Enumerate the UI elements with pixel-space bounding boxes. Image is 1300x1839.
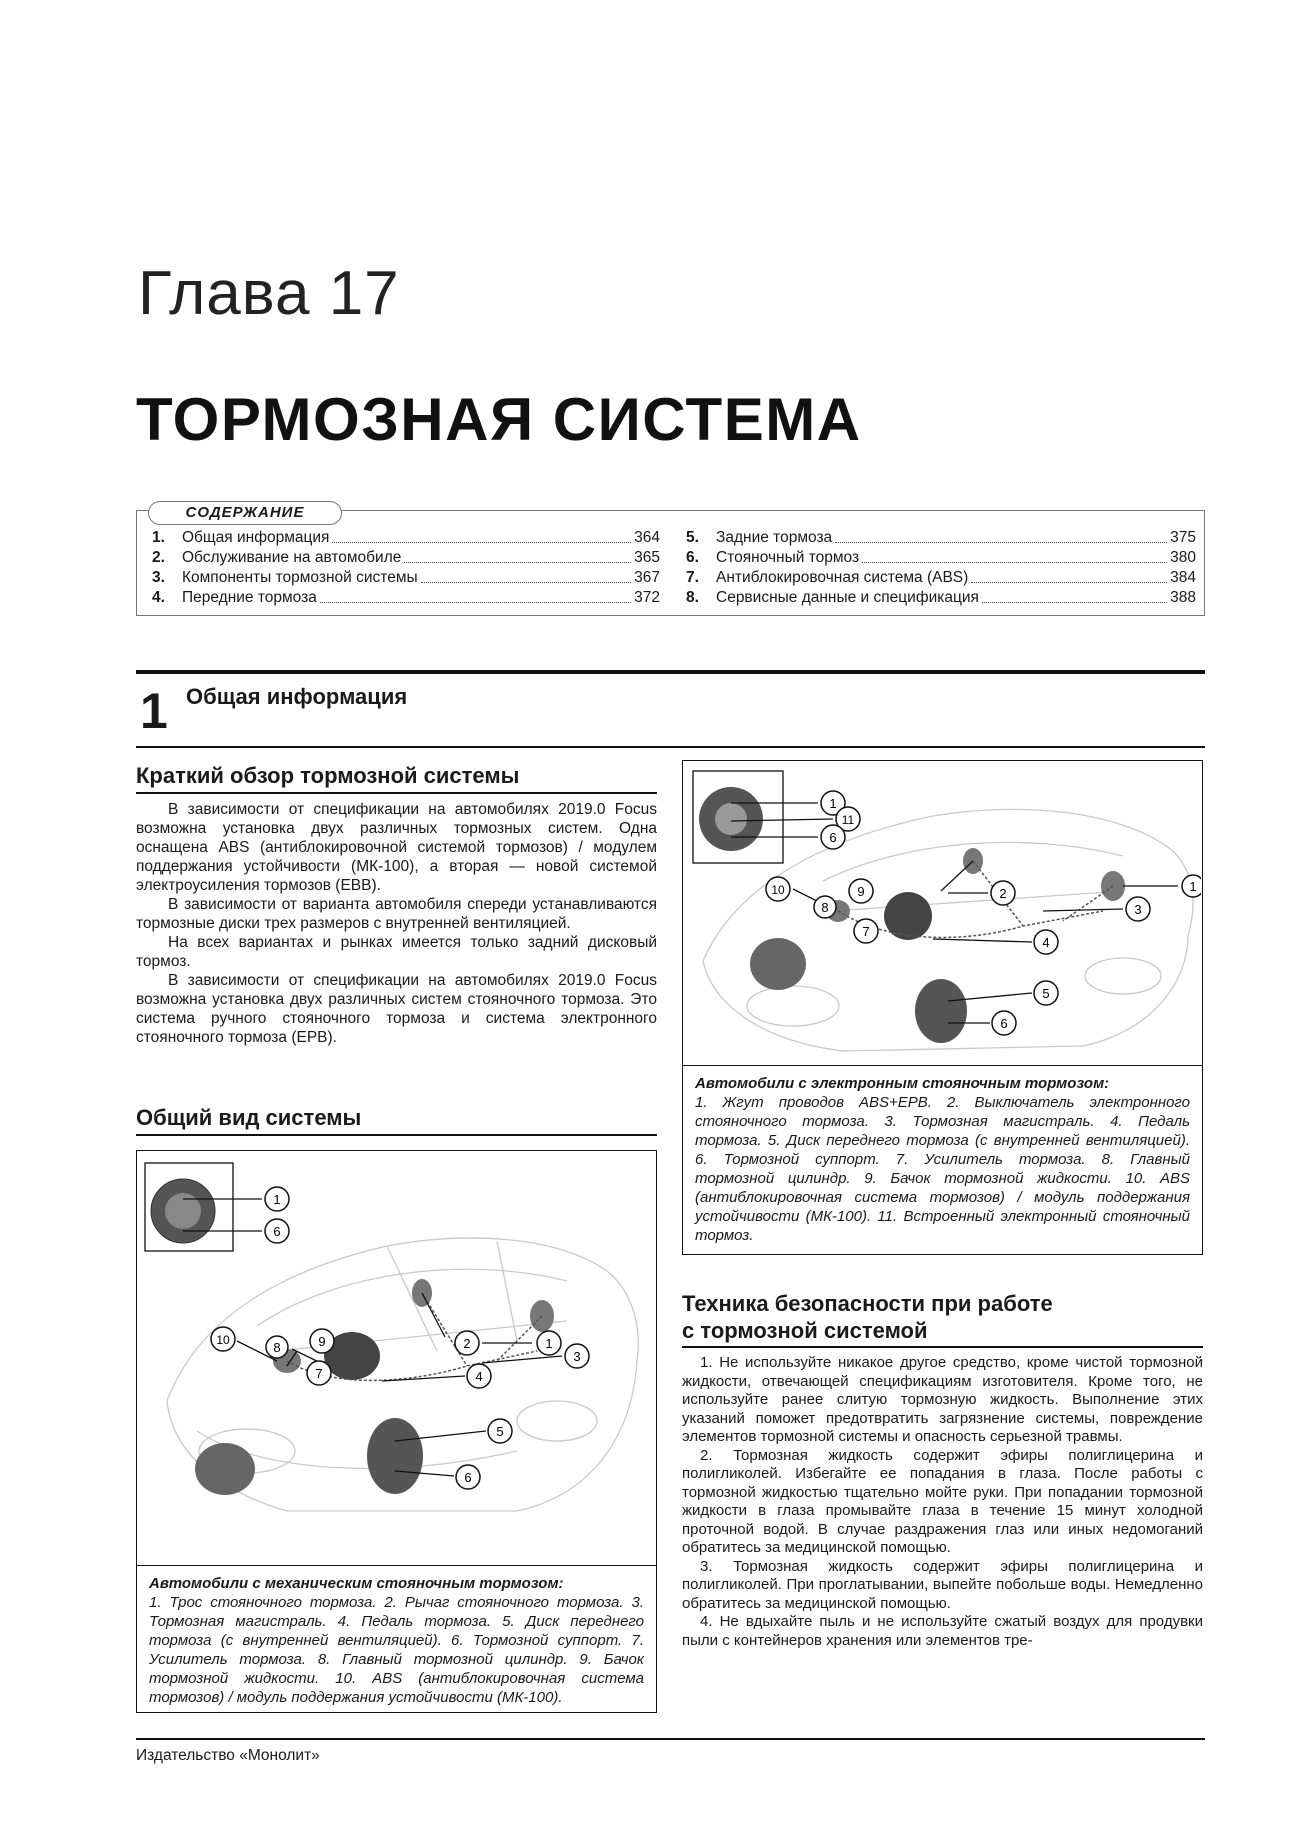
caption-electronic-title: Автомобили с электронным стояночным тормозом: [695,1075,1110,1092]
toc-item[interactable] [152,588,660,608]
toc-item-page: 367 [634,569,660,586]
car-brake-diagram-mechanical [137,1151,655,1561]
toc-item-page: 388 [1170,589,1196,606]
toc-item-label: Сервисные данные и спецификация [716,589,979,606]
callout-label: 10 [771,883,785,897]
toc-heading: СОДЕРЖАНИЕ [148,501,342,525]
brake-disc-front-right-icon [915,979,967,1043]
toc-leader [982,588,1167,603]
brake-disc-front-icon [750,938,806,990]
toc-item-label: Компоненты тормозной системы [182,569,418,586]
callout-label: 1 [1189,879,1197,894]
footer-rule [136,1738,1205,1740]
section-number: 1 [140,683,168,739]
callout-badges [766,791,1201,1035]
toc-leader [404,548,631,563]
safety-item: 1. Не используйте никакое другое средство, кроме чистой тормозной жидкости, отвечающей спецификациям изготовителя. Кроме того, не используйте ранее слитую тормозную жидкость. Выполнение этих указаний поможет предотвратить загрязнение системы, повреждение элементов тормозной системы и опасность серьезной травмы. [682,1354,1203,1445]
toc-item[interactable] [152,548,660,568]
general-view-heading: Общий вид системы [136,1105,362,1130]
toc-item-number: 3. [152,569,165,586]
toc-item-label: Обслуживание на автомобиле [182,549,402,566]
safety-heading-line2: с тормозной системой [682,1318,928,1343]
callout-label: 1 [829,796,837,811]
overview-paragraph: На всех вариантах и рынках имеется только задний дисковый тормоз. [136,934,657,970]
toc-item[interactable] [152,568,660,588]
caption-mechanical-title: Автомобили с механическим стояночным тормозом: [149,1575,564,1592]
toc-item-page: 384 [1170,569,1196,586]
toc-item-label: Стояночный тормоз [716,549,860,566]
callout-label: 5 [1042,986,1050,1001]
overview-heading-rule [136,792,657,794]
toc-item[interactable] [686,588,1196,608]
toc-item-number: 5. [686,529,699,546]
callout-label: 4 [475,1369,483,1384]
figure-electronic-brake [682,760,1203,1255]
callout-label: 3 [573,1349,581,1364]
figure-mechanical-brake [136,1150,657,1713]
page-title: ТОРМОЗНАЯ СИСТЕМА [136,386,862,453]
caption-electronic-text: 1. Жгут проводов ABS+EPB. 2. Выключатель электронного стояночного тормоза. 3. Тормозная магистраль. 4. Педаль тормоза. 5. Диск переднего тормоза (с внутренней вентиляцией). 6. Тормозной суппорт. 7. Усилитель тормоза. 8. Главный тормозной цилиндр. 9. Бачок тормозной жидкости. 10. ABS (антиблокировочная система тормозов) / модуль поддержания устойчивости (МК-100). 11. Встроенный электронный стояночный тормоз. [695,1094,1190,1244]
section-title: Общая информация [186,684,408,709]
toc-leader [862,548,1167,563]
toc-leader [971,568,1167,583]
callout-label: 6 [273,1224,281,1239]
overview-paragraph: В зависимости от спецификации на автомобилях 2019.0 Focus возможна установка двух различных тормозных систем. Одна оснащена ABS (антиблокировочной системой тормозов) / модулем поддержания устойчивости (МК-100), а вторая — новой системой электроусиления тормозов (EBB). [136,801,657,894]
overview-paragraph: В зависимости от спецификации на автомобилях 2019.0 Focus возможна установка двух различных систем стояночного тормоза. Это система ручного стояночного тормоза и система электронного стояночного тормоза (EPB). [136,972,657,1046]
toc-item-number: 8. [686,589,699,606]
callout-label: 3 [1134,902,1142,917]
brake-disc-front-icon [195,1443,255,1495]
toc-item-page: 380 [1170,549,1196,566]
callout-label: 7 [315,1366,323,1381]
chapter-label: Глава 17 [138,259,400,328]
brake-disc-front-right-icon [367,1418,423,1494]
callout-label: 8 [273,1340,281,1355]
callout-label: 7 [862,924,870,939]
callout-label: 6 [829,830,837,845]
callout-label: 6 [1000,1016,1008,1031]
toc-left-column [152,528,660,608]
callout-label: 8 [821,900,829,915]
toc-item[interactable] [686,528,1196,548]
caption-mechanical-text: 1. Трос стояночного тормоза. 2. Рычаг стояночного тормоза. 3. Тормозная магистраль. 4. Педаль тормоза. 5. Диск переднего тормоза (с внутренней вентиляцией). 6. Тормозной суппорт. 7. Усилитель тормоза. 8. Главный тормозной цилиндр. 9. Бачок тормозной жидкости. 10. ABS (антиблокировочная система тормозов) / модуль поддержания устойчивости (МК-100). [149,1594,644,1706]
overview-paragraph: В зависимости от варианта автомобиля спереди устанавливаются тормозные диски трех размеров с внутренней вентиляцией. [136,896,657,932]
callout-label: 2 [463,1336,471,1351]
callout-label: 1 [545,1336,553,1351]
toc-item[interactable] [152,528,660,548]
overview-text [136,800,657,1047]
toc-item-page: 375 [1170,529,1196,546]
toc-item-number: 6. [686,549,699,566]
safety-item: 2. Тормозная жидкость содержит эфиры полиглицерина и полигликолей. Избегайте ее попадания в глаза. После работы с тормозной жидкостью тщательно мойте руки. При попадании тормозной жидкости в глаза промывайте глаза в течение 15 минут холодной проточной водой. В случае раздражения глаз или иных недомоганий обратитесь за медицинской помощью. [682,1446,1203,1556]
toc-item-page: 365 [634,549,660,566]
callout-label: 10 [216,1333,230,1347]
section-bottom-rule [136,746,1205,748]
toc-item-number: 7. [686,569,699,586]
safety-item: 3. Тормозная жидкость содержит эфиры полиглицерина и полигликолей. При проглатывании, выпейте побольше воды. Немедленно обратитесь за медицинской помощью. [682,1557,1203,1612]
toc-leader [332,528,631,543]
safety-heading-line1: Техника безопасности при работе [682,1291,1053,1316]
safety-item: 4. Не вдыхайте пыль и не используйте сжатый воздух для продувки пыли с контейнеров хранения или элементов тре- [682,1613,1203,1649]
safety-heading-rule [682,1346,1203,1348]
toc-leader [421,568,631,583]
toc-item[interactable] [686,568,1196,588]
callout-label: 5 [496,1424,504,1439]
callout-label: 9 [857,884,865,899]
toc-item-label: Общая информация [182,529,330,546]
caliper-inset-center-icon [715,803,747,835]
toc-leader [320,588,631,603]
toc-item[interactable] [686,548,1196,568]
toc-item-number: 4. [152,589,165,606]
toc-item-number: 2. [152,549,165,566]
caption-mechanical [137,1565,656,1707]
callout-label: 9 [318,1334,326,1349]
section-top-rule [136,670,1205,674]
callout-label: 11 [841,813,855,827]
general-view-heading-rule [136,1134,657,1136]
toc-item-number: 1. [152,529,165,546]
publisher-footer: Издательство «Монолит» [136,1747,320,1764]
toc-item-page: 364 [634,529,660,546]
safety-text [682,1354,1203,1650]
caption-electronic [683,1065,1202,1245]
callout-label: 6 [464,1470,472,1485]
callout-label: 1 [273,1192,281,1207]
callout-label: 2 [999,886,1007,901]
safety-heading [682,1290,1053,1344]
overview-heading: Краткий обзор тормозной системы [136,763,520,788]
toc-item-page: 372 [634,589,660,606]
toc-item-label: Антиблокировочная система (ABS) [716,569,969,586]
toc-right-column [686,528,1196,608]
toc-item-label: Задние тормоза [716,529,833,546]
car-brake-diagram-electronic [683,761,1201,1061]
toc-leader [835,528,1167,543]
toc-item-label: Передние тормоза [182,589,317,606]
callout-label: 4 [1042,935,1050,950]
